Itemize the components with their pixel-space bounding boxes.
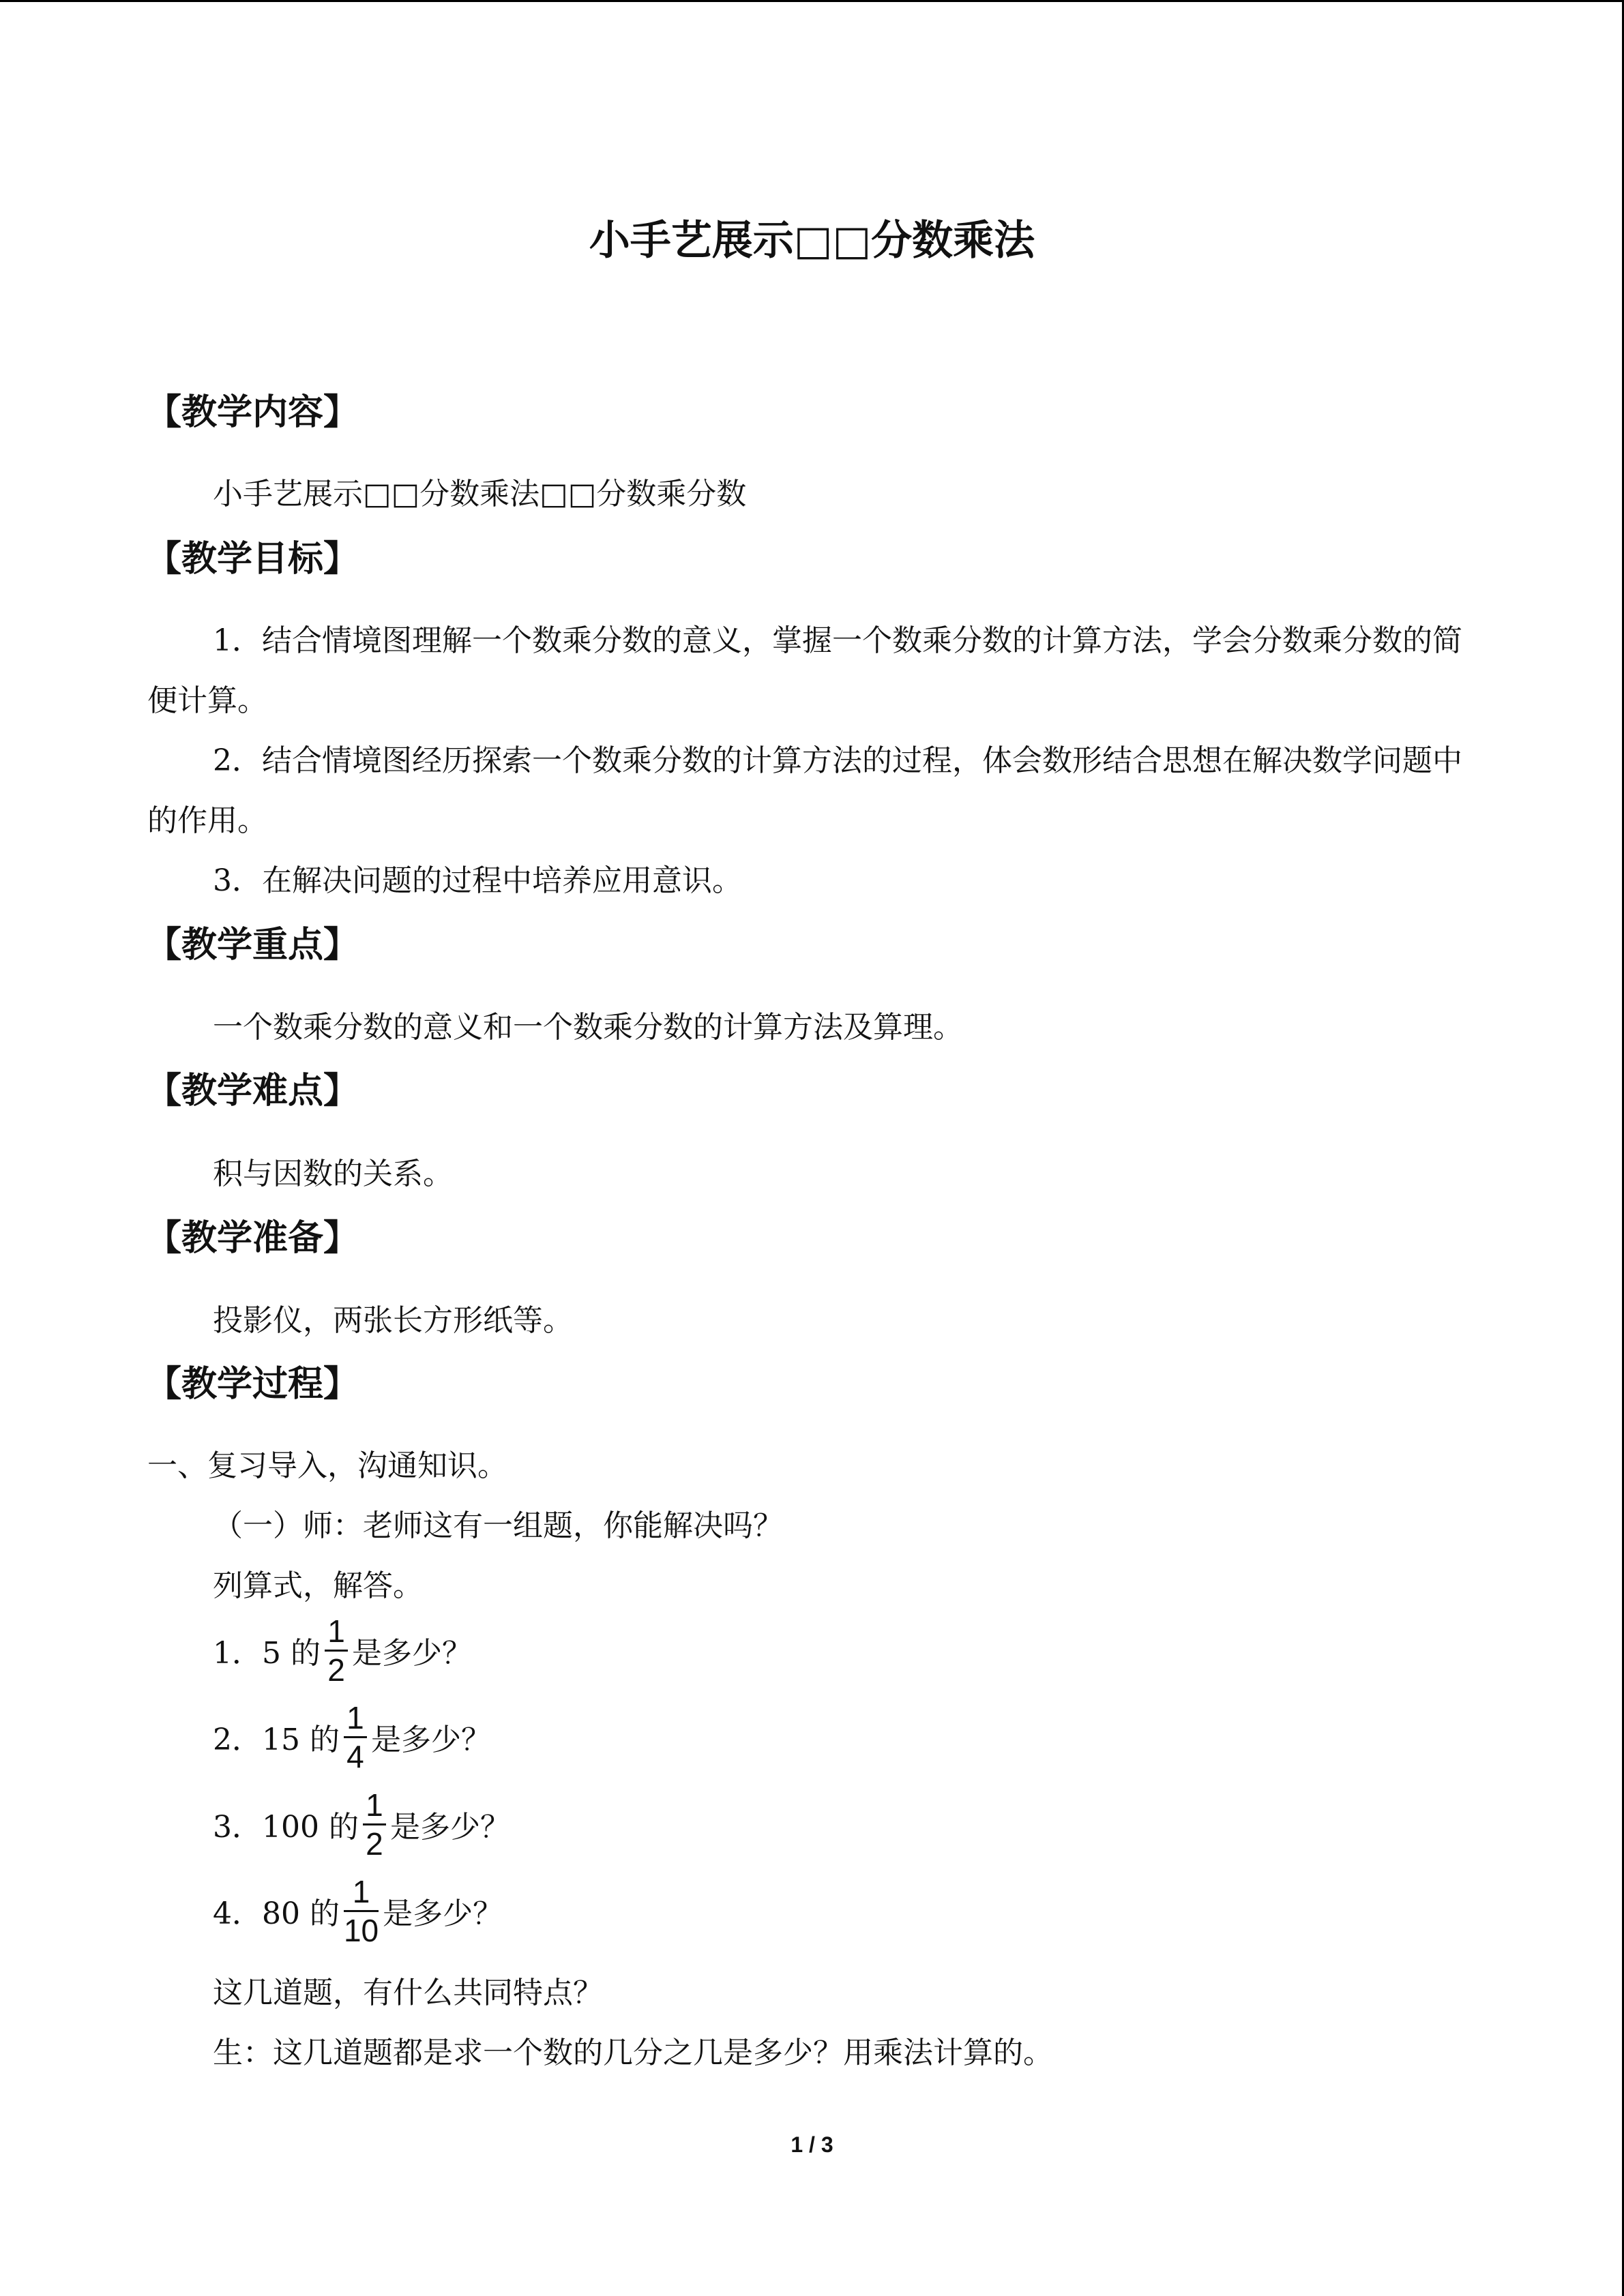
question-prefix: 1．5 的 [213,1636,321,1671]
heading-process: 【教学过程】 [146,1364,359,1405]
fraction-numerator: 1 [346,1699,364,1735]
content-text: 小手艺展示□□分数乘法□□分数乘分数 [213,477,747,511]
process-step-1: 一、复习导入，沟通知识。 [147,1448,507,1483]
common-question: 这几道题，有什么共同特点？ [213,1976,603,2010]
fraction-numerator: 1 [327,1613,345,1649]
fraction [363,1787,386,1862]
key-text: 一个数乘分数的意义和一个数乘分数的计算方法及算理。 [213,1010,963,1045]
fraction-numerator: 1 [352,1873,370,1909]
question-2 [213,1693,491,1781]
question-1 [213,1606,472,1695]
fraction-denominator: 2 [366,1825,383,1862]
fraction-denominator: 10 [343,1912,379,1948]
fraction [344,1699,367,1775]
fraction-denominator: 2 [327,1652,345,1688]
heading-prep: 【教学准备】 [146,1218,359,1259]
heading-goals: 【教学目标】 [146,539,359,580]
teacher-line: （一）师：老师这有一组题，你能解决吗？ [213,1508,783,1543]
question-4 [213,1866,503,1955]
question-prefix: 4．80 的 [213,1896,340,1931]
fraction-denominator: 4 [346,1738,364,1774]
difficulty-text: 积与因数的关系。 [213,1157,453,1191]
heading-key: 【教学重点】 [146,925,359,966]
student-answer: 生：这几道题都是求一个数的几分之几是多少？用乘法计算的。 [213,2036,1053,2070]
prep-text: 投影仪，两张长方形纸等。 [213,1303,573,1338]
question-suffix: 是多少？ [389,1810,510,1845]
goal-item-2: 2．结合情境图经历探索一个数乘分数的计算方法的过程，体会数形结合思想在解决数学问题中的作用。 [147,743,1462,838]
fraction [344,1873,379,1949]
question-suffix: 是多少？ [383,1896,503,1931]
goal-item-3: 3．在解决问题的过程中培养应用意识。 [213,863,742,898]
fraction [325,1613,348,1688]
fraction-numerator: 1 [366,1787,383,1823]
page-title: 小手艺展示□□分数乘法 [589,217,1035,265]
goal-item-1: 1．结合情境图理解一个数乘分数的意义，掌握一个数乘分数的计算方法，学会分数乘分数的简便计算。 [147,623,1462,718]
heading-content: 【教学内容】 [146,392,359,433]
instruction-line: 列算式，解答。 [213,1568,423,1603]
question-suffix: 是多少？ [370,1723,491,1757]
question-suffix: 是多少？ [351,1636,472,1671]
question-prefix: 2．15 的 [213,1723,340,1757]
question-prefix: 3．100 的 [213,1810,359,1845]
page-number: 1 / 3 [791,2132,833,2157]
heading-difficulty: 【教学难点】 [146,1071,359,1112]
question-3 [213,1780,510,1868]
